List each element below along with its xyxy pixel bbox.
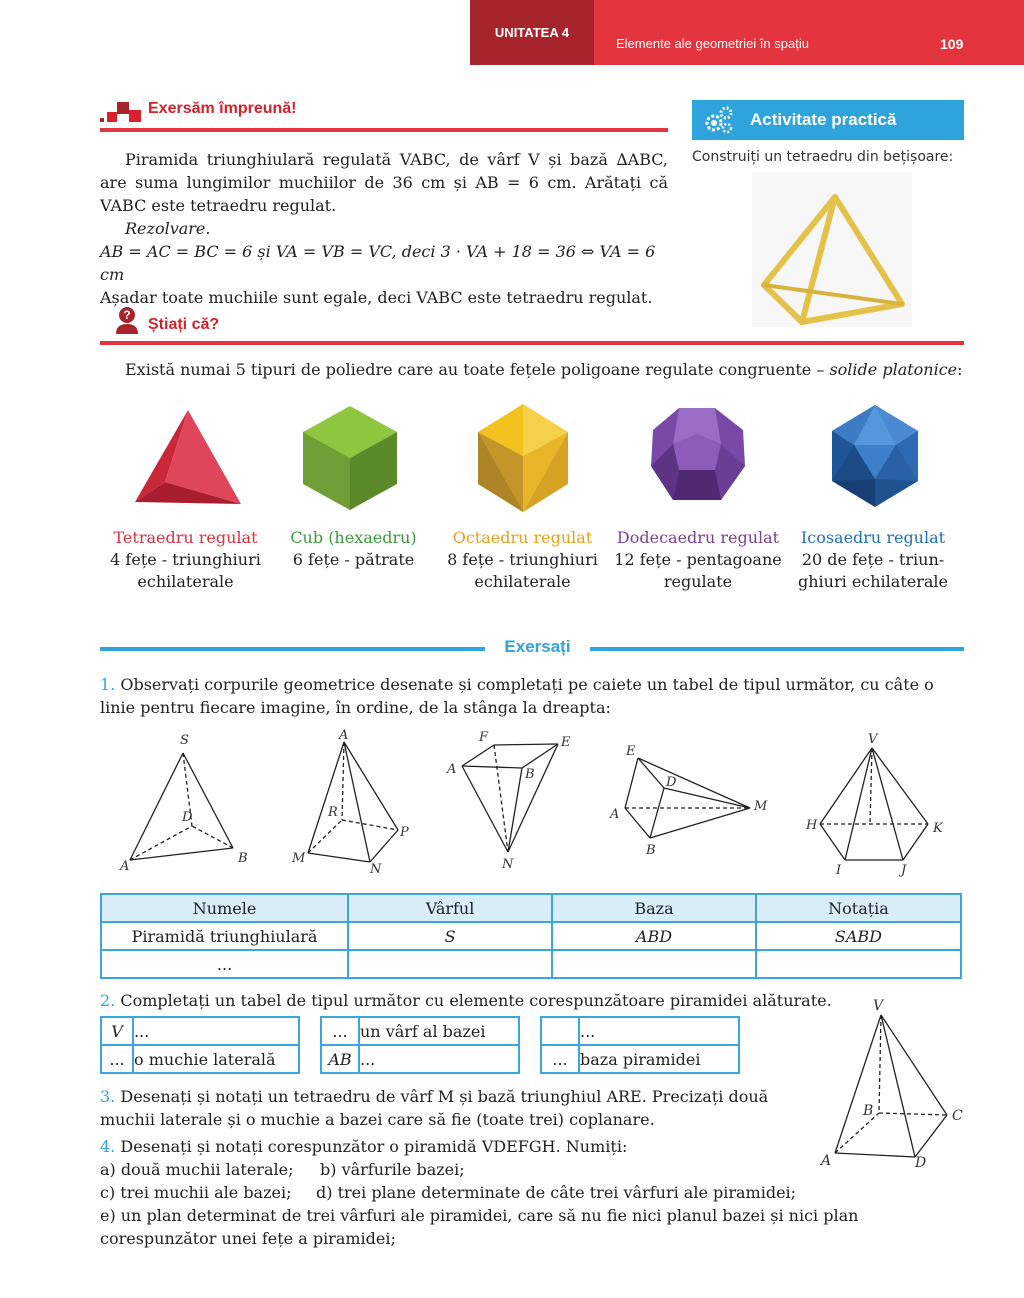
fig-label: P <box>400 825 409 840</box>
table-cell <box>552 950 756 978</box>
solution-line-1: AB = AC = BC = 6 și VA = VB = VC, deci 3 · VA + 18 = 36 ⇔ VA = 6 cm <box>100 242 656 284</box>
box-cell: ... <box>541 1045 579 1073</box>
fig-label: M <box>292 851 306 866</box>
box-cell: V <box>101 1017 133 1045</box>
intro-text: Există numai 5 tipuri de poliedre care au toate fețele poligoane regulate congruente – <box>125 360 830 379</box>
box-cell: ... <box>101 1045 133 1073</box>
table-cell: ... <box>101 950 348 978</box>
dodecahedron-image <box>649 408 745 504</box>
ex2-box-1 <box>100 1016 300 1074</box>
fig-label: A <box>610 807 620 822</box>
solid-caption-dodecahedron <box>608 527 788 593</box>
exersati-line-right <box>590 647 964 651</box>
page-number: 109 <box>940 36 964 52</box>
section-title-didyouknow: Știați că? <box>148 316 220 333</box>
chapter-title: Elemente ale geometriei în spațiu <box>616 36 809 51</box>
solution-line-2: Așadar toate muchiile sunt egale, deci VABC este tetraedru regulat. <box>100 288 653 307</box>
solid-name: Icosaedru regulat <box>800 528 946 547</box>
fig-label: A <box>821 1153 832 1169</box>
question-person-icon <box>114 306 140 334</box>
fig-label: N <box>502 857 514 872</box>
intro-colon: : <box>957 360 963 379</box>
fig-label: B <box>646 843 656 858</box>
solid-caption-cube <box>266 527 441 571</box>
box-cell: AB <box>321 1045 359 1073</box>
exercise-text <box>100 148 668 309</box>
ex2-number: 2. <box>100 991 116 1010</box>
solid-desc: 12 fețe - pentagoane <box>614 550 782 569</box>
table-cell: S <box>348 922 552 950</box>
ex1-number: 1. <box>100 675 116 694</box>
icosahedron-image <box>830 405 920 507</box>
solid-desc: 8 fețe - triunghiuri <box>447 550 598 569</box>
table-cell: Piramidă triunghiulară <box>101 922 348 950</box>
solid-desc: echilaterale <box>137 572 234 591</box>
solid-desc: 6 fețe - pătrate <box>292 550 415 569</box>
fig-label: V <box>868 732 878 747</box>
ex1-table <box>100 893 962 979</box>
table-row <box>101 950 961 978</box>
section-title-exercise: Exersăm împreună! <box>148 100 297 117</box>
ex2-box-2 <box>320 1016 520 1074</box>
fig-label: J <box>901 863 907 878</box>
fig-label: H <box>806 818 818 833</box>
fig-label: C <box>952 1108 963 1124</box>
table-cell: ABD <box>552 922 756 950</box>
section-divider <box>100 128 668 132</box>
solid-desc: 20 de fețe - triun- <box>801 550 945 569</box>
box-cell: ... <box>321 1017 359 1045</box>
solid-name: Tetraedru regulat <box>113 528 258 547</box>
platonic-intro <box>125 360 963 379</box>
table-cell: SABD <box>756 922 961 950</box>
activity-text: Construiți un tetraedru din bețișoare: <box>692 149 954 165</box>
fig-label: A <box>120 859 130 874</box>
solid-caption-icosahedron <box>787 527 959 593</box>
ex3-text <box>100 1085 815 1131</box>
ex4-statement: Desenați și notați corespunzător o piramidă VDEFGH. Numiți: <box>120 1137 628 1156</box>
cube-image <box>303 406 397 510</box>
fig-label: S <box>180 733 189 748</box>
table-header: Numele <box>101 894 348 922</box>
ex3-number: 3. <box>100 1087 116 1106</box>
fig-label: B <box>525 767 535 782</box>
box-cell: ... <box>359 1045 519 1073</box>
solid-name: Octaedru regulat <box>452 528 593 547</box>
stick-tetrahedron-image <box>752 172 912 327</box>
fig-label: A <box>447 762 457 777</box>
svg-text:?: ? <box>123 308 131 322</box>
fig-label: B <box>238 851 248 866</box>
activity-title: Activitate practică <box>750 110 897 129</box>
table-header: Baza <box>552 894 756 922</box>
table-row <box>101 922 961 950</box>
problem-statement: Piramida triunghiulară regulată VABC, de vârf V și bază ∆ABC, are suma lungimilor muchiilor de 36 cm și AB = 6 cm. Arătați că VABC este tetraedru regulat. <box>100 150 668 215</box>
fig-label: V <box>873 998 884 1014</box>
solid-desc: echilaterale <box>474 572 571 591</box>
fig-label: R <box>328 805 338 820</box>
solid-name: Dodecaedru regulat <box>616 528 780 547</box>
ex4-item-e: e) un plan determinat de trei vârfuri ale piramidei, care să nu fie nici planul bazei și nici plan corespunzător unei fețe a piramidei; <box>100 1206 859 1248</box>
fig-label: E <box>626 744 636 759</box>
table-cell <box>756 950 961 978</box>
box-cell: ... <box>579 1017 739 1045</box>
exersati-title: Exersați <box>504 637 571 656</box>
tetrahedron-image <box>135 410 243 506</box>
fig-label: B <box>863 1103 874 1119</box>
octahedron-image <box>478 404 568 512</box>
box-cell: o muchie laterală <box>133 1045 299 1073</box>
solid-desc: ghiuri echilaterale <box>798 572 948 591</box>
ex2-box-3 <box>540 1016 740 1074</box>
fig-label: N <box>370 862 382 877</box>
table-header: Vârful <box>348 894 552 922</box>
ex3-statement: Desenați și notați un tetraedru de vârf M și bază triunghiul ARE. Precizați două muchii laterale și o muchie a bazei care să fie (toate trei) coplanare. <box>100 1087 769 1129</box>
intro-term: solide platonice <box>829 360 958 379</box>
ex4-item-d: d) trei plane determinate de câte trei vârfuri ale piramidei; <box>316 1183 797 1202</box>
ex4-item-a: a) două muchii laterale; <box>100 1160 294 1179</box>
ex4-item-b: b) vârfurile bazei; <box>320 1160 465 1179</box>
solid-name: Cub (hexaedru) <box>290 528 417 547</box>
box-cell: ... <box>133 1017 299 1045</box>
fig-label: M <box>754 799 768 814</box>
gears-icon <box>702 103 736 137</box>
table-cell <box>348 950 552 978</box>
solution-label: Rezolvare. <box>125 219 211 238</box>
ex2-text <box>100 991 832 1010</box>
fig-label: D <box>666 775 677 790</box>
ex4-block <box>100 1135 970 1250</box>
fig-label: E <box>561 735 571 750</box>
fig-label: K <box>933 821 943 836</box>
ex2-statement: Completați un tabel de tipul următor cu elemente corespunzătoare piramidei alăturate. <box>120 991 832 1010</box>
fig-label: D <box>915 1155 927 1171</box>
box-cell: un vârf al bazei <box>359 1017 519 1045</box>
section-divider <box>100 341 964 345</box>
unit-label: UNITATEA 4 <box>470 0 594 65</box>
solid-caption-tetrahedron <box>98 527 273 593</box>
solid-caption-octahedron <box>435 527 610 593</box>
ex1-text <box>100 673 964 719</box>
ex1-figures <box>100 728 964 878</box>
ex1-statement: Observați corpurile geometrice desenate și completați pe caiete un tabel de tipul următor, cu câte o linie pentru fiecare imagine, în ordine, de la stânga la dreapta: <box>100 675 934 717</box>
fig-label: F <box>479 730 489 745</box>
box-cell <box>541 1017 579 1045</box>
solid-desc: regulate <box>663 572 733 591</box>
fig-label: D <box>182 810 193 825</box>
steps-icon <box>100 98 144 124</box>
exersati-line-left <box>100 647 485 651</box>
fig-label: I <box>836 863 842 878</box>
fig-label: A <box>339 728 349 743</box>
table-header: Notația <box>756 894 961 922</box>
ex4-item-c: c) trei muchii ale bazei; <box>100 1183 292 1202</box>
solid-desc: 4 fețe - triunghiuri <box>110 550 261 569</box>
box-cell: baza piramidei <box>579 1045 739 1073</box>
ex4-number: 4. <box>100 1137 116 1156</box>
